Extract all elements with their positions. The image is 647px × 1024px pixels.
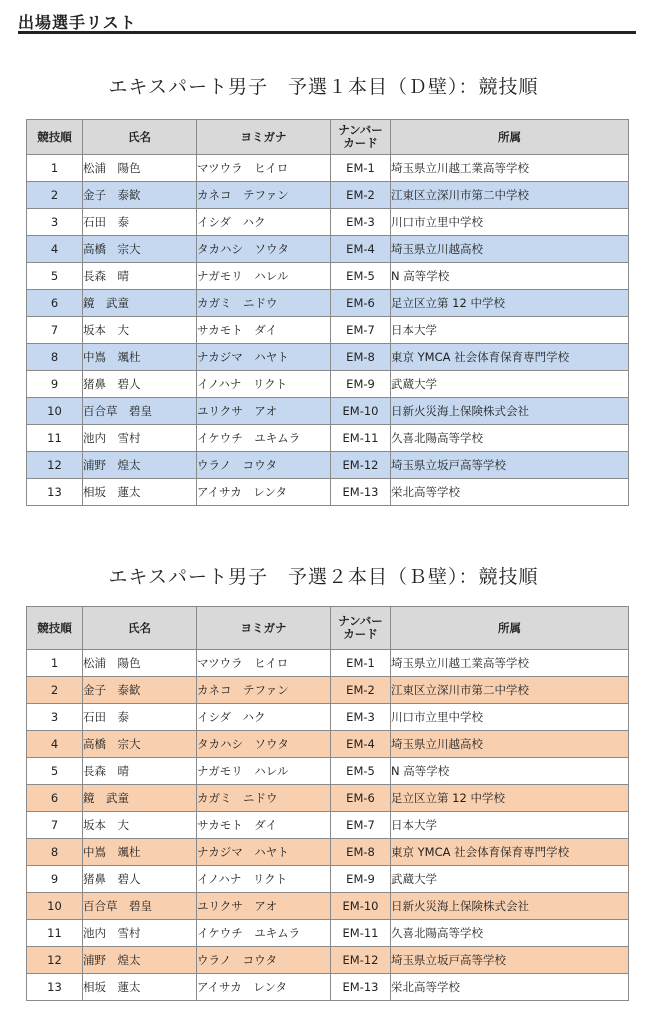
cell-kana: ナカジマ ハヤト bbox=[197, 344, 331, 371]
cell-order: 12 bbox=[27, 452, 83, 479]
cell-name: 相坂 蓮太 bbox=[83, 974, 197, 1001]
header-card-line1: ナンバー bbox=[338, 614, 383, 628]
cell-kana: タカハシ ソウタ bbox=[197, 731, 331, 758]
entry-table-round-2 bbox=[26, 606, 629, 1001]
cell-school: 埼玉県立坂戸高等学校 bbox=[391, 947, 629, 974]
cell-card: EM-9 bbox=[331, 371, 391, 398]
table-row bbox=[27, 452, 629, 479]
cell-kana: イケウチ ユキムラ bbox=[197, 920, 331, 947]
cell-name: 坂本 大 bbox=[83, 812, 197, 839]
cell-name: 松浦 陽色 bbox=[83, 650, 197, 677]
section-title-round-1: エキスパート男子 予選１本目（Ｄ壁）：競技順 bbox=[108, 76, 539, 98]
cell-school: 埼玉県立川越高校 bbox=[391, 731, 629, 758]
cell-school: 足立区立第 12 中学校 bbox=[391, 290, 629, 317]
cell-name: 池内 雪村 bbox=[83, 920, 197, 947]
cell-school: 江東区立深川市第二中学校 bbox=[391, 182, 629, 209]
cell-school: 埼玉県立川越工業高等学校 bbox=[391, 650, 629, 677]
cell-order: 8 bbox=[27, 344, 83, 371]
header-card-line2: カード bbox=[343, 136, 378, 150]
cell-kana: マツウラ ヒイロ bbox=[197, 155, 331, 182]
cell-card: EM-3 bbox=[331, 209, 391, 236]
table-row bbox=[27, 920, 629, 947]
cell-order: 7 bbox=[27, 812, 83, 839]
table-row bbox=[27, 290, 629, 317]
table-row bbox=[27, 893, 629, 920]
cell-order: 6 bbox=[27, 785, 83, 812]
header-kana: ヨミガナ bbox=[197, 120, 331, 155]
cell-card: EM-3 bbox=[331, 704, 391, 731]
cell-name: 坂本 大 bbox=[83, 317, 197, 344]
cell-name: 百合草 碧皇 bbox=[83, 893, 197, 920]
cell-card: EM-13 bbox=[331, 974, 391, 1001]
page-header-title: 出場選手リスト bbox=[18, 13, 137, 32]
cell-name: 猪鼻 碧人 bbox=[83, 866, 197, 893]
table-row bbox=[27, 209, 629, 236]
cell-order: 5 bbox=[27, 758, 83, 785]
cell-kana: カネコ テファン bbox=[197, 677, 331, 704]
cell-order: 1 bbox=[27, 155, 83, 182]
cell-card: EM-11 bbox=[331, 425, 391, 452]
cell-school: 東京 YMCA 社会体育保育専門学校 bbox=[391, 344, 629, 371]
cell-card: EM-1 bbox=[331, 155, 391, 182]
header-school: 所属 bbox=[391, 607, 629, 650]
cell-card: EM-10 bbox=[331, 398, 391, 425]
cell-card: EM-10 bbox=[331, 893, 391, 920]
cell-name: 高橋 宗大 bbox=[83, 236, 197, 263]
cell-kana: カネコ テファン bbox=[197, 182, 331, 209]
cell-name: 長森 晴 bbox=[83, 263, 197, 290]
cell-school: 日新火災海上保険株式会社 bbox=[391, 893, 629, 920]
cell-card: EM-11 bbox=[331, 920, 391, 947]
cell-order: 8 bbox=[27, 839, 83, 866]
cell-kana: ウラノ コウタ bbox=[197, 452, 331, 479]
cell-kana: イシダ ハク bbox=[197, 209, 331, 236]
cell-card: EM-2 bbox=[331, 677, 391, 704]
header-kana: ヨミガナ bbox=[197, 607, 331, 650]
cell-name: 石田 泰 bbox=[83, 704, 197, 731]
cell-order: 4 bbox=[27, 731, 83, 758]
page-header bbox=[18, 4, 636, 34]
header-card-line2: カード bbox=[343, 627, 378, 641]
cell-name: 石田 泰 bbox=[83, 209, 197, 236]
cell-kana: イケウチ ユキムラ bbox=[197, 425, 331, 452]
cell-kana: サカモト ダイ bbox=[197, 317, 331, 344]
cell-kana: イシダ ハク bbox=[197, 704, 331, 731]
section-title-round-2: エキスパート男子 予選２本目（Ｂ壁）：競技順 bbox=[108, 566, 539, 588]
cell-school: 江東区立深川市第二中学校 bbox=[391, 677, 629, 704]
cell-card: EM-2 bbox=[331, 182, 391, 209]
cell-kana: ユリクサ アオ bbox=[197, 398, 331, 425]
header-card bbox=[331, 607, 391, 650]
table-header-row bbox=[27, 120, 629, 155]
header-order: 競技順 bbox=[27, 607, 83, 650]
cell-school: 川口市立里中学校 bbox=[391, 704, 629, 731]
cell-order: 6 bbox=[27, 290, 83, 317]
header-order: 競技順 bbox=[27, 120, 83, 155]
cell-name: 浦野 煌太 bbox=[83, 947, 197, 974]
cell-name: 浦野 煌太 bbox=[83, 452, 197, 479]
table-row bbox=[27, 236, 629, 263]
cell-card: EM-5 bbox=[331, 263, 391, 290]
table-row bbox=[27, 731, 629, 758]
cell-kana: ナカジマ ハヤト bbox=[197, 839, 331, 866]
cell-order: 13 bbox=[27, 479, 83, 506]
cell-card: EM-13 bbox=[331, 479, 391, 506]
table-body-round-1 bbox=[27, 155, 629, 506]
entry-table-round-1 bbox=[26, 119, 629, 506]
cell-name: 松浦 陽色 bbox=[83, 155, 197, 182]
table-row bbox=[27, 785, 629, 812]
header-name: 氏名 bbox=[83, 120, 197, 155]
cell-card: EM-8 bbox=[331, 839, 391, 866]
table-row bbox=[27, 398, 629, 425]
cell-school: 足立区立第 12 中学校 bbox=[391, 785, 629, 812]
cell-card: EM-5 bbox=[331, 758, 391, 785]
cell-school: 久喜北陽高等学校 bbox=[391, 425, 629, 452]
cell-kana: タカハシ ソウタ bbox=[197, 236, 331, 263]
cell-name: 鏡 武童 bbox=[83, 785, 197, 812]
cell-school: 埼玉県立川越高校 bbox=[391, 236, 629, 263]
cell-order: 11 bbox=[27, 425, 83, 452]
cell-order: 10 bbox=[27, 893, 83, 920]
table-row bbox=[27, 758, 629, 785]
header-card-line1: ナンバー bbox=[338, 123, 383, 137]
table-row bbox=[27, 182, 629, 209]
cell-school: 川口市立里中学校 bbox=[391, 209, 629, 236]
cell-order: 3 bbox=[27, 209, 83, 236]
cell-school: 埼玉県立坂戸高等学校 bbox=[391, 452, 629, 479]
cell-kana: イノハナ リクト bbox=[197, 866, 331, 893]
table-row bbox=[27, 812, 629, 839]
cell-card: EM-1 bbox=[331, 650, 391, 677]
cell-card: EM-12 bbox=[331, 947, 391, 974]
table-row bbox=[27, 650, 629, 677]
cell-name: 高橋 宗大 bbox=[83, 731, 197, 758]
cell-name: 猪鼻 碧人 bbox=[83, 371, 197, 398]
cell-name: 相坂 蓮太 bbox=[83, 479, 197, 506]
cell-name: 百合草 碧皇 bbox=[83, 398, 197, 425]
cell-name: 鏡 武童 bbox=[83, 290, 197, 317]
table-row bbox=[27, 866, 629, 893]
cell-kana: アイサカ レンタ bbox=[197, 974, 331, 1001]
cell-order: 3 bbox=[27, 704, 83, 731]
cell-card: EM-4 bbox=[331, 731, 391, 758]
cell-card: EM-4 bbox=[331, 236, 391, 263]
cell-kana: ユリクサ アオ bbox=[197, 893, 331, 920]
table-header-row bbox=[27, 607, 629, 650]
table-row bbox=[27, 371, 629, 398]
table-row bbox=[27, 263, 629, 290]
cell-card: EM-7 bbox=[331, 812, 391, 839]
table-row bbox=[27, 317, 629, 344]
cell-card: EM-6 bbox=[331, 785, 391, 812]
cell-order: 11 bbox=[27, 920, 83, 947]
header-card bbox=[331, 120, 391, 155]
cell-order: 5 bbox=[27, 263, 83, 290]
cell-order: 9 bbox=[27, 371, 83, 398]
cell-school: 武蔵大学 bbox=[391, 866, 629, 893]
cell-kana: サカモト ダイ bbox=[197, 812, 331, 839]
cell-school: 日新火災海上保険株式会社 bbox=[391, 398, 629, 425]
cell-order: 4 bbox=[27, 236, 83, 263]
cell-kana: マツウラ ヒイロ bbox=[197, 650, 331, 677]
cell-name: 長森 晴 bbox=[83, 758, 197, 785]
cell-name: 金子 泰歓 bbox=[83, 182, 197, 209]
cell-kana: イノハナ リクト bbox=[197, 371, 331, 398]
table-row bbox=[27, 974, 629, 1001]
table-row bbox=[27, 479, 629, 506]
cell-card: EM-12 bbox=[331, 452, 391, 479]
cell-order: 2 bbox=[27, 677, 83, 704]
table-row bbox=[27, 425, 629, 452]
cell-order: 7 bbox=[27, 317, 83, 344]
cell-school: N 高等学校 bbox=[391, 263, 629, 290]
cell-order: 9 bbox=[27, 866, 83, 893]
cell-name: 池内 雪村 bbox=[83, 425, 197, 452]
cell-order: 13 bbox=[27, 974, 83, 1001]
cell-kana: アイサカ レンタ bbox=[197, 479, 331, 506]
header-school: 所属 bbox=[391, 120, 629, 155]
cell-card: EM-7 bbox=[331, 317, 391, 344]
cell-card: EM-9 bbox=[331, 866, 391, 893]
table-row bbox=[27, 344, 629, 371]
table-row bbox=[27, 704, 629, 731]
cell-kana: ナガモリ ハレル bbox=[197, 758, 331, 785]
table-body-round-2 bbox=[27, 650, 629, 1001]
cell-school: 久喜北陽高等学校 bbox=[391, 920, 629, 947]
table-row bbox=[27, 155, 629, 182]
cell-kana: カガミ ニドウ bbox=[197, 290, 331, 317]
cell-name: 中嶌 颯杜 bbox=[83, 344, 197, 371]
cell-order: 1 bbox=[27, 650, 83, 677]
cell-card: EM-6 bbox=[331, 290, 391, 317]
cell-name: 金子 泰歓 bbox=[83, 677, 197, 704]
cell-school: 東京 YMCA 社会体育保育専門学校 bbox=[391, 839, 629, 866]
cell-school: 栄北高等学校 bbox=[391, 479, 629, 506]
cell-kana: ウラノ コウタ bbox=[197, 947, 331, 974]
table-row bbox=[27, 677, 629, 704]
cell-order: 2 bbox=[27, 182, 83, 209]
cell-school: 日本大学 bbox=[391, 812, 629, 839]
cell-school: 日本大学 bbox=[391, 317, 629, 344]
cell-name: 中嶌 颯杜 bbox=[83, 839, 197, 866]
cell-card: EM-8 bbox=[331, 344, 391, 371]
cell-school: 栄北高等学校 bbox=[391, 974, 629, 1001]
cell-order: 10 bbox=[27, 398, 83, 425]
cell-school: 埼玉県立川越工業高等学校 bbox=[391, 155, 629, 182]
cell-order: 12 bbox=[27, 947, 83, 974]
cell-kana: カガミ ニドウ bbox=[197, 785, 331, 812]
table-row bbox=[27, 947, 629, 974]
cell-school: N 高等学校 bbox=[391, 758, 629, 785]
header-name: 氏名 bbox=[83, 607, 197, 650]
table-row bbox=[27, 839, 629, 866]
cell-kana: ナガモリ ハレル bbox=[197, 263, 331, 290]
cell-school: 武蔵大学 bbox=[391, 371, 629, 398]
